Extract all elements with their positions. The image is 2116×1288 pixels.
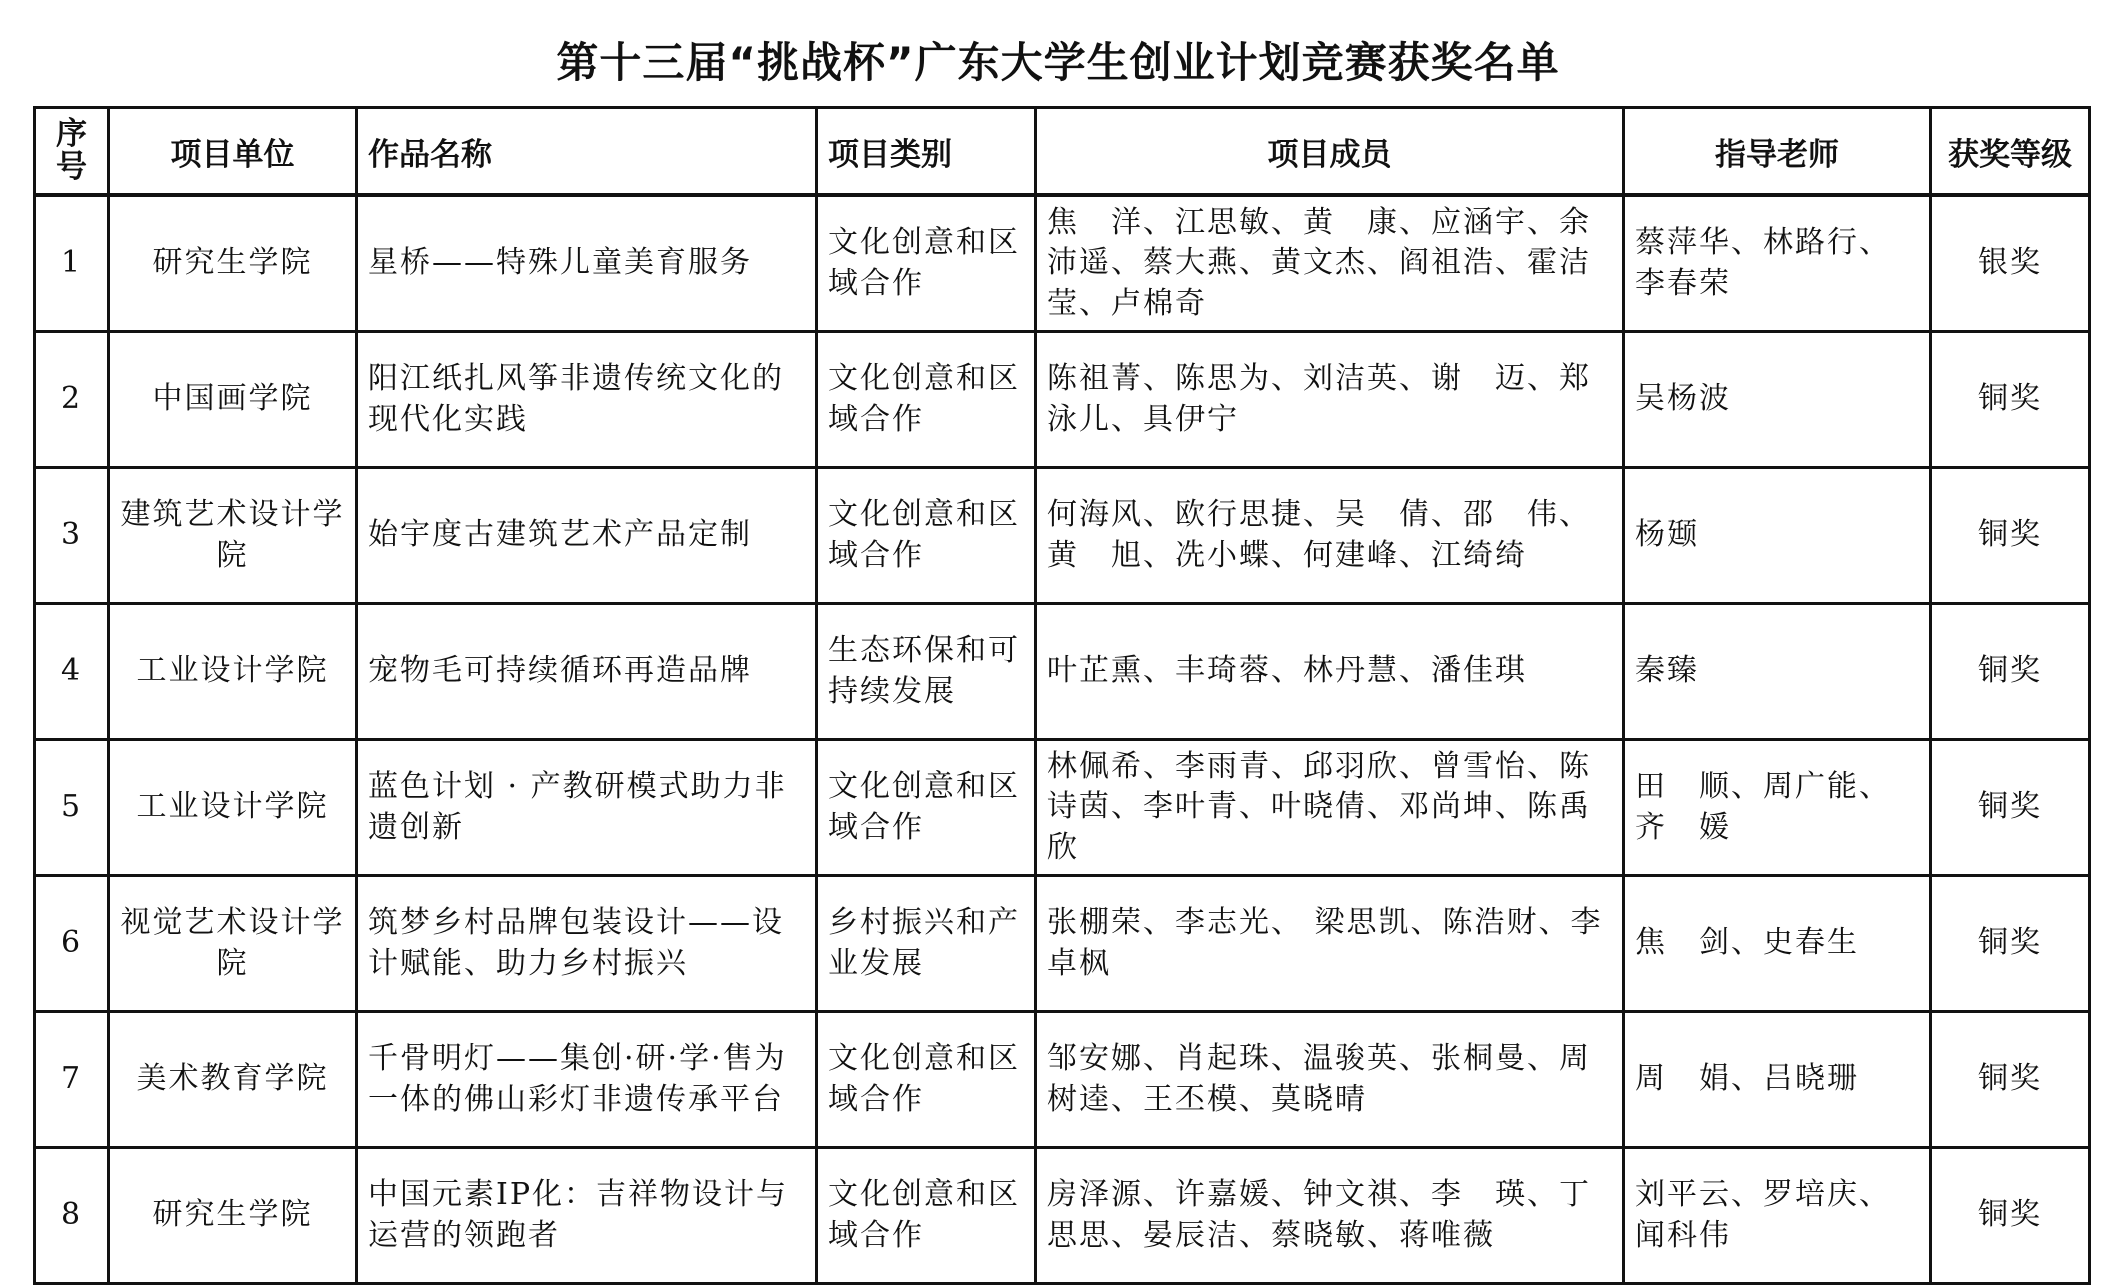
table-row [35, 1148, 2090, 1284]
cell-award: 铜奖 [1931, 468, 2090, 604]
cell-no: 1 [35, 195, 109, 332]
cell-unit: 研究生学院 [109, 1148, 357, 1284]
cell-award: 铜奖 [1931, 876, 2090, 1012]
cell-work: 星桥——特殊儿童美育服务 [357, 195, 817, 332]
cell-members: 何海风、欧行思捷、吴 倩、邵 伟、黄 旭、冼小蝶、何建峰、江绮绮 [1036, 468, 1624, 604]
cell-unit: 美术教育学院 [109, 1012, 357, 1148]
cell-members: 林佩希、李雨青、邱羽欣、曾雪怡、陈诗茵、李叶青、叶晓倩、邓尚坤、陈禹欣 [1036, 740, 1624, 876]
cell-award: 铜奖 [1931, 740, 2090, 876]
cell-no: 8 [35, 1148, 109, 1284]
cell-members: 焦 洋、江思敏、黄 康、应涵宇、余沛遥、蔡大燕、黄文杰、阎祖浩、霍洁莹、卢棉奇 [1036, 195, 1624, 332]
header-unit: 项目单位 [109, 108, 357, 196]
header-work: 作品名称 [357, 108, 817, 196]
cell-unit: 工业设计学院 [109, 740, 357, 876]
cell-unit: 中国画学院 [109, 332, 357, 468]
header-category: 项目类别 [817, 108, 1036, 196]
cell-members: 房泽源、许嘉媛、钟文祺、李 瑛、丁思思、晏辰洁、蔡晓敏、蒋唯薇 [1036, 1148, 1624, 1284]
page-title: 第十三届“挑战杯”广东大学生创业计划竞赛获奖名单 [556, 38, 1560, 87]
table-row [35, 468, 2090, 604]
header-award: 获奖等级 [1931, 108, 2090, 196]
cell-work: 始宇度古建筑艺术产品定制 [357, 468, 817, 604]
cell-members: 叶芷熏、丰琦蓉、林丹慧、潘佳琪 [1036, 604, 1624, 740]
cell-category: 文化创意和区域合作 [817, 195, 1036, 332]
cell-award: 铜奖 [1931, 604, 2090, 740]
cell-advisor: 田 顺、周广能、齐 媛 [1624, 740, 1931, 876]
cell-no: 3 [35, 468, 109, 604]
cell-award: 铜奖 [1931, 1012, 2090, 1148]
cell-unit: 建筑艺术设计学院 [109, 468, 357, 604]
cell-no: 2 [35, 332, 109, 468]
table-row [35, 1012, 2090, 1148]
cell-category: 文化创意和区域合作 [817, 468, 1036, 604]
cell-no: 4 [35, 604, 109, 740]
cell-category: 文化创意和区域合作 [817, 332, 1036, 468]
header-no: 序号 [35, 108, 109, 196]
cell-unit: 工业设计学院 [109, 604, 357, 740]
cell-category: 乡村振兴和产业发展 [817, 876, 1036, 1012]
cell-advisor: 吴杨波 [1624, 332, 1931, 468]
cell-award: 铜奖 [1931, 332, 2090, 468]
cell-advisor: 刘平云、罗培庆、闻科伟 [1624, 1148, 1931, 1284]
cell-work: 千骨明灯——集创·研·学·售为一体的佛山彩灯非遗传承平台 [357, 1012, 817, 1148]
table-row [35, 740, 2090, 876]
table-row [35, 876, 2090, 1012]
cell-work: 蓝色计划 · 产教研模式助力非遗创新 [357, 740, 817, 876]
awards-table [33, 106, 2091, 1285]
header-advisor: 指导老师 [1624, 108, 1931, 196]
cell-work: 筑梦乡村品牌包装设计——设计赋能、助力乡村振兴 [357, 876, 817, 1012]
cell-category: 文化创意和区域合作 [817, 740, 1036, 876]
cell-award: 银奖 [1931, 195, 2090, 332]
cell-advisor: 焦 剑、史春生 [1624, 876, 1931, 1012]
cell-members: 邹安娜、肖起珠、温骏英、张桐曼、周树逵、王丕模、莫晓晴 [1036, 1012, 1624, 1148]
cell-members: 张棚荣、李志光、 梁思凯、陈浩财、李卓枫 [1036, 876, 1624, 1012]
cell-work: 阳江纸扎风筝非遗传统文化的现代化实践 [357, 332, 817, 468]
cell-advisor: 周 娟、吕晓珊 [1624, 1012, 1931, 1148]
cell-advisor: 蔡萍华、林路行、李春荣 [1624, 195, 1931, 332]
cell-advisor: 杨颋 [1624, 468, 1931, 604]
cell-work: 宠物毛可持续循环再造品牌 [357, 604, 817, 740]
cell-no: 7 [35, 1012, 109, 1148]
table-row [35, 604, 2090, 740]
header-row [35, 108, 2090, 196]
cell-advisor: 秦臻 [1624, 604, 1931, 740]
cell-category: 生态环保和可持续发展 [817, 604, 1036, 740]
table-row [35, 332, 2090, 468]
cell-unit: 研究生学院 [109, 195, 357, 332]
cell-category: 文化创意和区域合作 [817, 1148, 1036, 1284]
cell-work: 中国元素IP化：吉祥物设计与运营的领跑者 [357, 1148, 817, 1284]
cell-no: 6 [35, 876, 109, 1012]
cell-award: 铜奖 [1931, 1148, 2090, 1284]
table-row [35, 195, 2090, 332]
cell-unit: 视觉艺术设计学院 [109, 876, 357, 1012]
cell-category: 文化创意和区域合作 [817, 1012, 1036, 1148]
cell-members: 陈祖菁、陈思为、刘洁英、谢 迈、郑泳儿、具伊宁 [1036, 332, 1624, 468]
cell-no: 5 [35, 740, 109, 876]
header-members: 项目成员 [1036, 108, 1624, 196]
